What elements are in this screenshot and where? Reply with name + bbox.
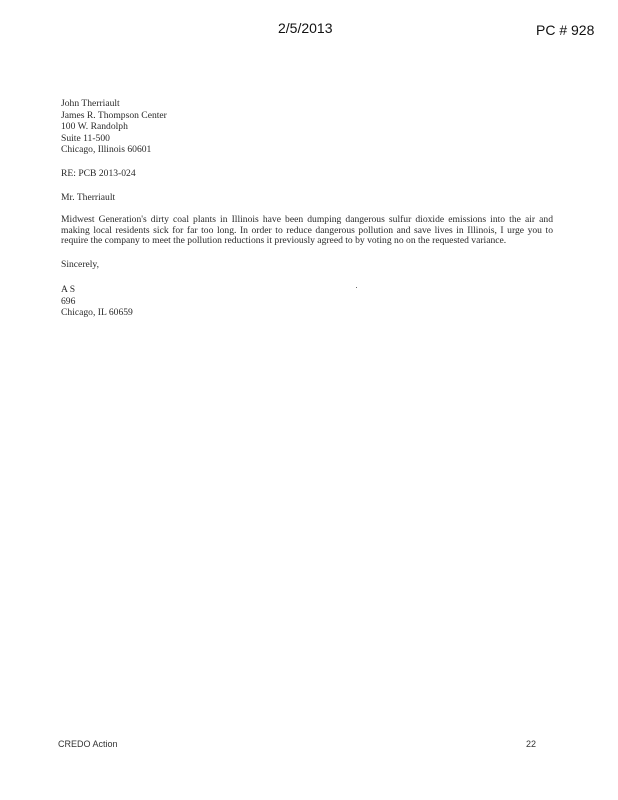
- address-line: 100 W. Randolph: [61, 121, 128, 133]
- header-date: 2/5/2013: [278, 20, 333, 36]
- footer-source: CREDO Action: [58, 739, 118, 749]
- footer-page-number: 22: [526, 739, 537, 749]
- address-line: Suite 11-500: [61, 132, 110, 144]
- letter-body: Midwest Generation's dirty coal plants in Illinois have been dumping dangerous sulfur dioxide emissions into the air and making local residents sick for far too long. In order to reduce dangerous pollution and save lives in Illinois, I urge you to require the company to meet the pollution reductions it previously agreed to by voting no on the requested variance.: [61, 214, 553, 246]
- scan-speck: [356, 287, 357, 288]
- recipient-address: [61, 98, 553, 156]
- closing: Sincerely,: [61, 259, 100, 271]
- salutation: Mr. Therriault: [61, 191, 116, 203]
- signature-line: 696: [61, 295, 76, 307]
- address-line: John Therriault: [61, 98, 120, 109]
- letter: [61, 98, 553, 319]
- re-line: RE: PCB 2013-024: [61, 167, 136, 179]
- address-line: James R. Thompson Center: [61, 109, 167, 121]
- signature-block: [61, 284, 553, 319]
- address-line: Chicago, Illinois 60601: [61, 144, 152, 156]
- signature-line: Chicago, IL 60659: [61, 307, 133, 319]
- pc-number: PC # 928: [536, 22, 595, 38]
- signature-line: A S: [61, 283, 76, 295]
